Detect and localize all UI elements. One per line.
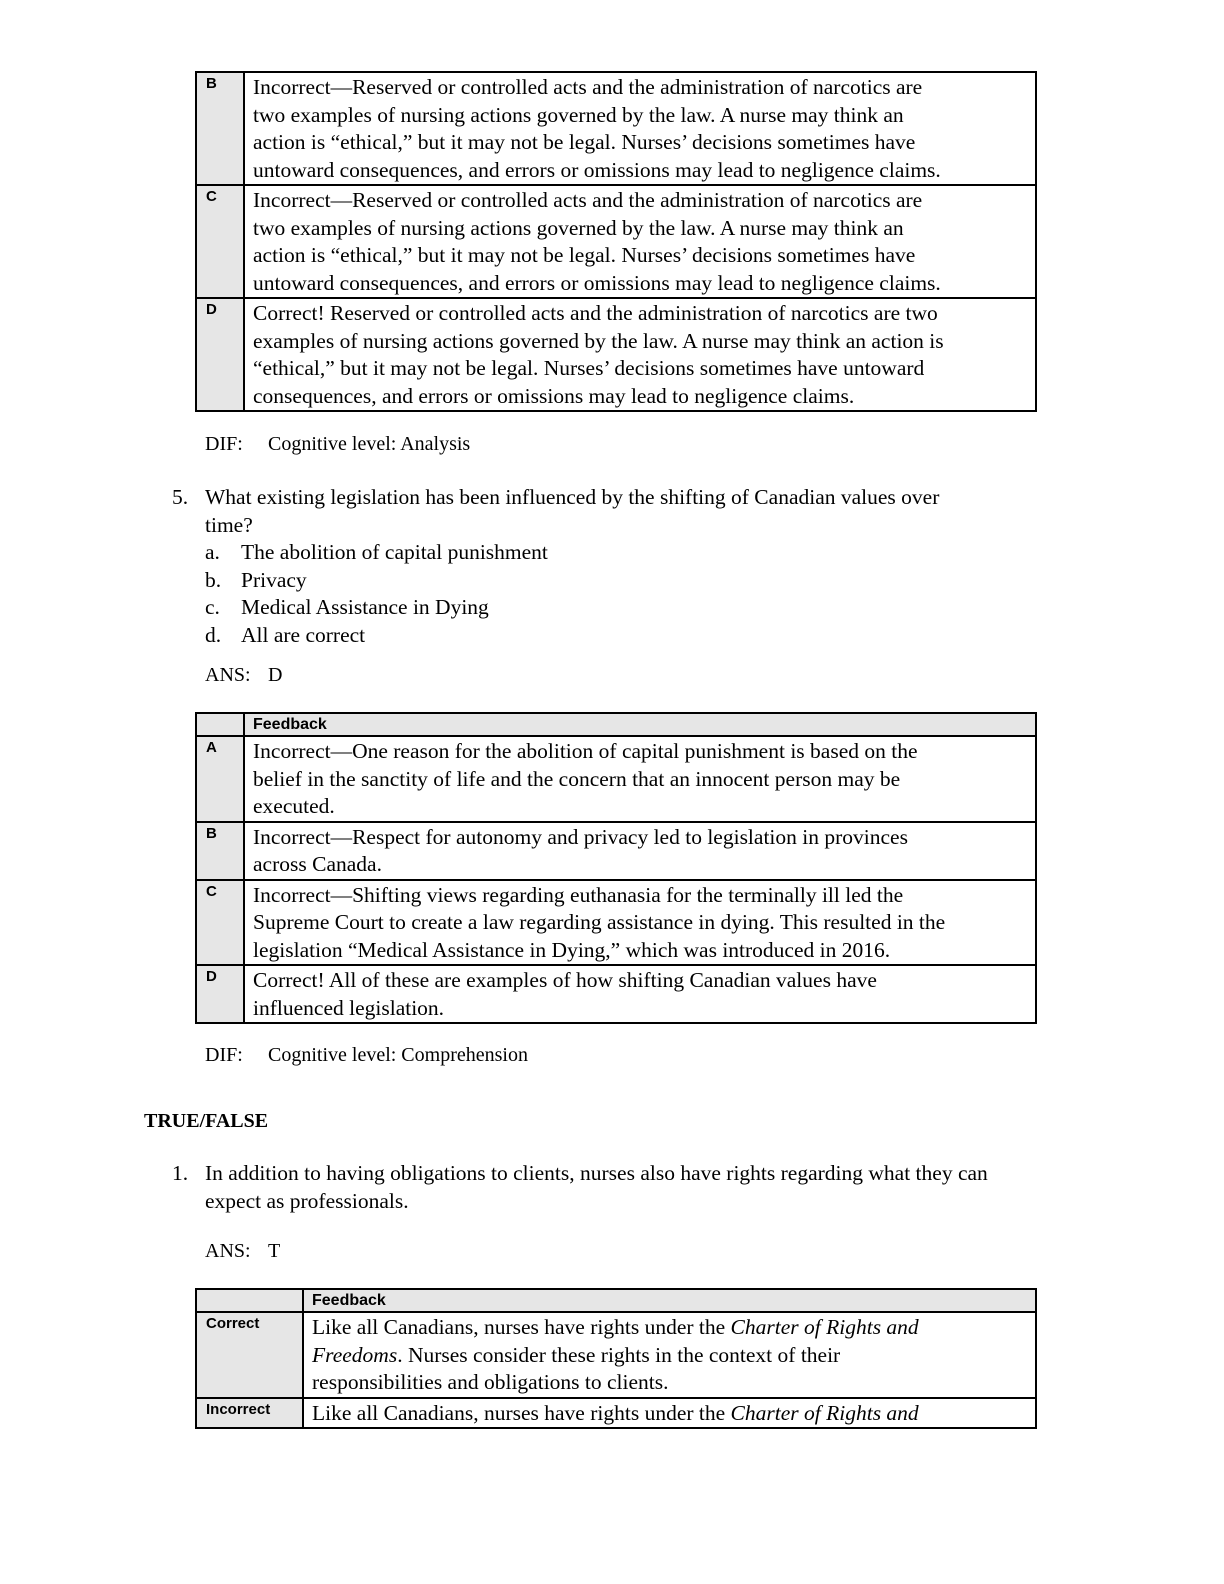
feedback-table-tf1 [195, 1288, 1037, 1429]
answer-line [205, 1240, 281, 1263]
feedback-row-a [196, 736, 1036, 822]
ans-value: T [268, 1240, 281, 1262]
feedback-row-incorrect [196, 1398, 1036, 1429]
ans-label: ANS: [205, 664, 251, 686]
feedback-row-c [196, 880, 1036, 966]
ans-label: ANS: [205, 1240, 251, 1262]
question-number: 5. [172, 485, 189, 509]
question-stem: What existing legislation has been influenced by the shifting of Canadian values over time? [205, 485, 940, 537]
feedback-row-correct [196, 1312, 1036, 1398]
dif-label: DIF: [205, 1044, 243, 1066]
difficulty-line [205, 1044, 528, 1067]
feedback-header: Feedback [244, 713, 1036, 736]
feedback-text: Incorrect—Shifting views regarding euthanasia for the terminally ill led the Supreme Court to create a law regarding assistance in dying. This resulted in the legislation “Medical Assistance in Dying,” which was introduced in 2016. [244, 880, 1036, 966]
option-letter: C [196, 185, 244, 298]
row-label: Correct [196, 1312, 303, 1398]
feedback-text: Incorrect—Reserved or controlled acts and the administration of narcotics are two examples of nursing actions governed by the law. A nurse may think an action is “ethical,” but it may not be legal. Nurses’ decisions sometimes have untoward consequences, and errors or omissions may lead to negligence claims. [244, 185, 1036, 298]
option-letter: C [196, 880, 244, 966]
dif-value: Cognitive level: Comprehension [268, 1044, 528, 1066]
feedback-row-d [196, 965, 1036, 1023]
feedback-header: Feedback [303, 1289, 1036, 1312]
feedback-text: Like all Canadians, nurses have rights under the Charter of Rights and [303, 1398, 1036, 1429]
feedback-text: Incorrect—Reserved or controlled acts and the administration of narcotics are two examples of nursing actions governed by the law. A nurse may think an action is “ethical,” but it may not be legal. Nurses’ decisions sometimes have untoward consequences, and errors or omissions may lead to negligence claims. [244, 72, 1036, 185]
row-label: Incorrect [196, 1398, 303, 1429]
feedback-row-c [196, 185, 1036, 298]
feedback-row-d [196, 298, 1036, 411]
question-stem: In addition to having obligations to clients, nurses also have rights regarding what they can expect as professionals. [205, 1161, 988, 1213]
feedback-row-b [196, 72, 1036, 185]
section-heading: TRUE/FALSE [144, 1110, 269, 1132]
feedback-table-q4 [195, 71, 1037, 412]
answer-options: a. The abolition of capital punishment b. Privacy c. Medical Assistance in Dying d. All are correct [205, 540, 548, 647]
option-letter: D [196, 965, 244, 1023]
question-number: 1. [172, 1161, 189, 1185]
feedback-row-b [196, 822, 1036, 880]
feedback-text: Correct! Reserved or controlled acts and the administration of narcotics are two examples of nursing actions governed by the law. A nurse may think an action is “ethical,” but it may not be legal. Nurses’ decisions sometimes have untoward consequences, and errors or omissions may lead to negligence claims. [244, 298, 1036, 411]
feedback-header-row [196, 1289, 1036, 1312]
feedback-text: Correct! All of these are examples of how shifting Canadian values have influenced legislation. [244, 965, 1036, 1023]
feedback-text: Incorrect—One reason for the abolition of capital punishment is based on the belief in the sanctity of life and the concern that an innocent person may be executed. [244, 736, 1036, 822]
difficulty-line [205, 433, 471, 456]
feedback-text: Like all Canadians, nurses have rights under the Charter of Rights and Freedoms. Nurses consider these rights in the context of their responsibilities and obligations to clients. [303, 1312, 1036, 1398]
option-letter: B [196, 822, 244, 880]
dif-value: Cognitive level: Analysis [268, 433, 471, 455]
ans-value: D [268, 664, 283, 686]
feedback-text: Incorrect—Respect for autonomy and privacy led to legislation in provinces across Canada. [244, 822, 1036, 880]
answer-line [205, 664, 283, 687]
option-letter: D [196, 298, 244, 411]
feedback-table-q5 [195, 712, 1037, 1024]
option-letter: A [196, 736, 244, 822]
feedback-header-row [196, 713, 1036, 736]
dif-label: DIF: [205, 433, 243, 455]
option-letter: B [196, 72, 244, 185]
